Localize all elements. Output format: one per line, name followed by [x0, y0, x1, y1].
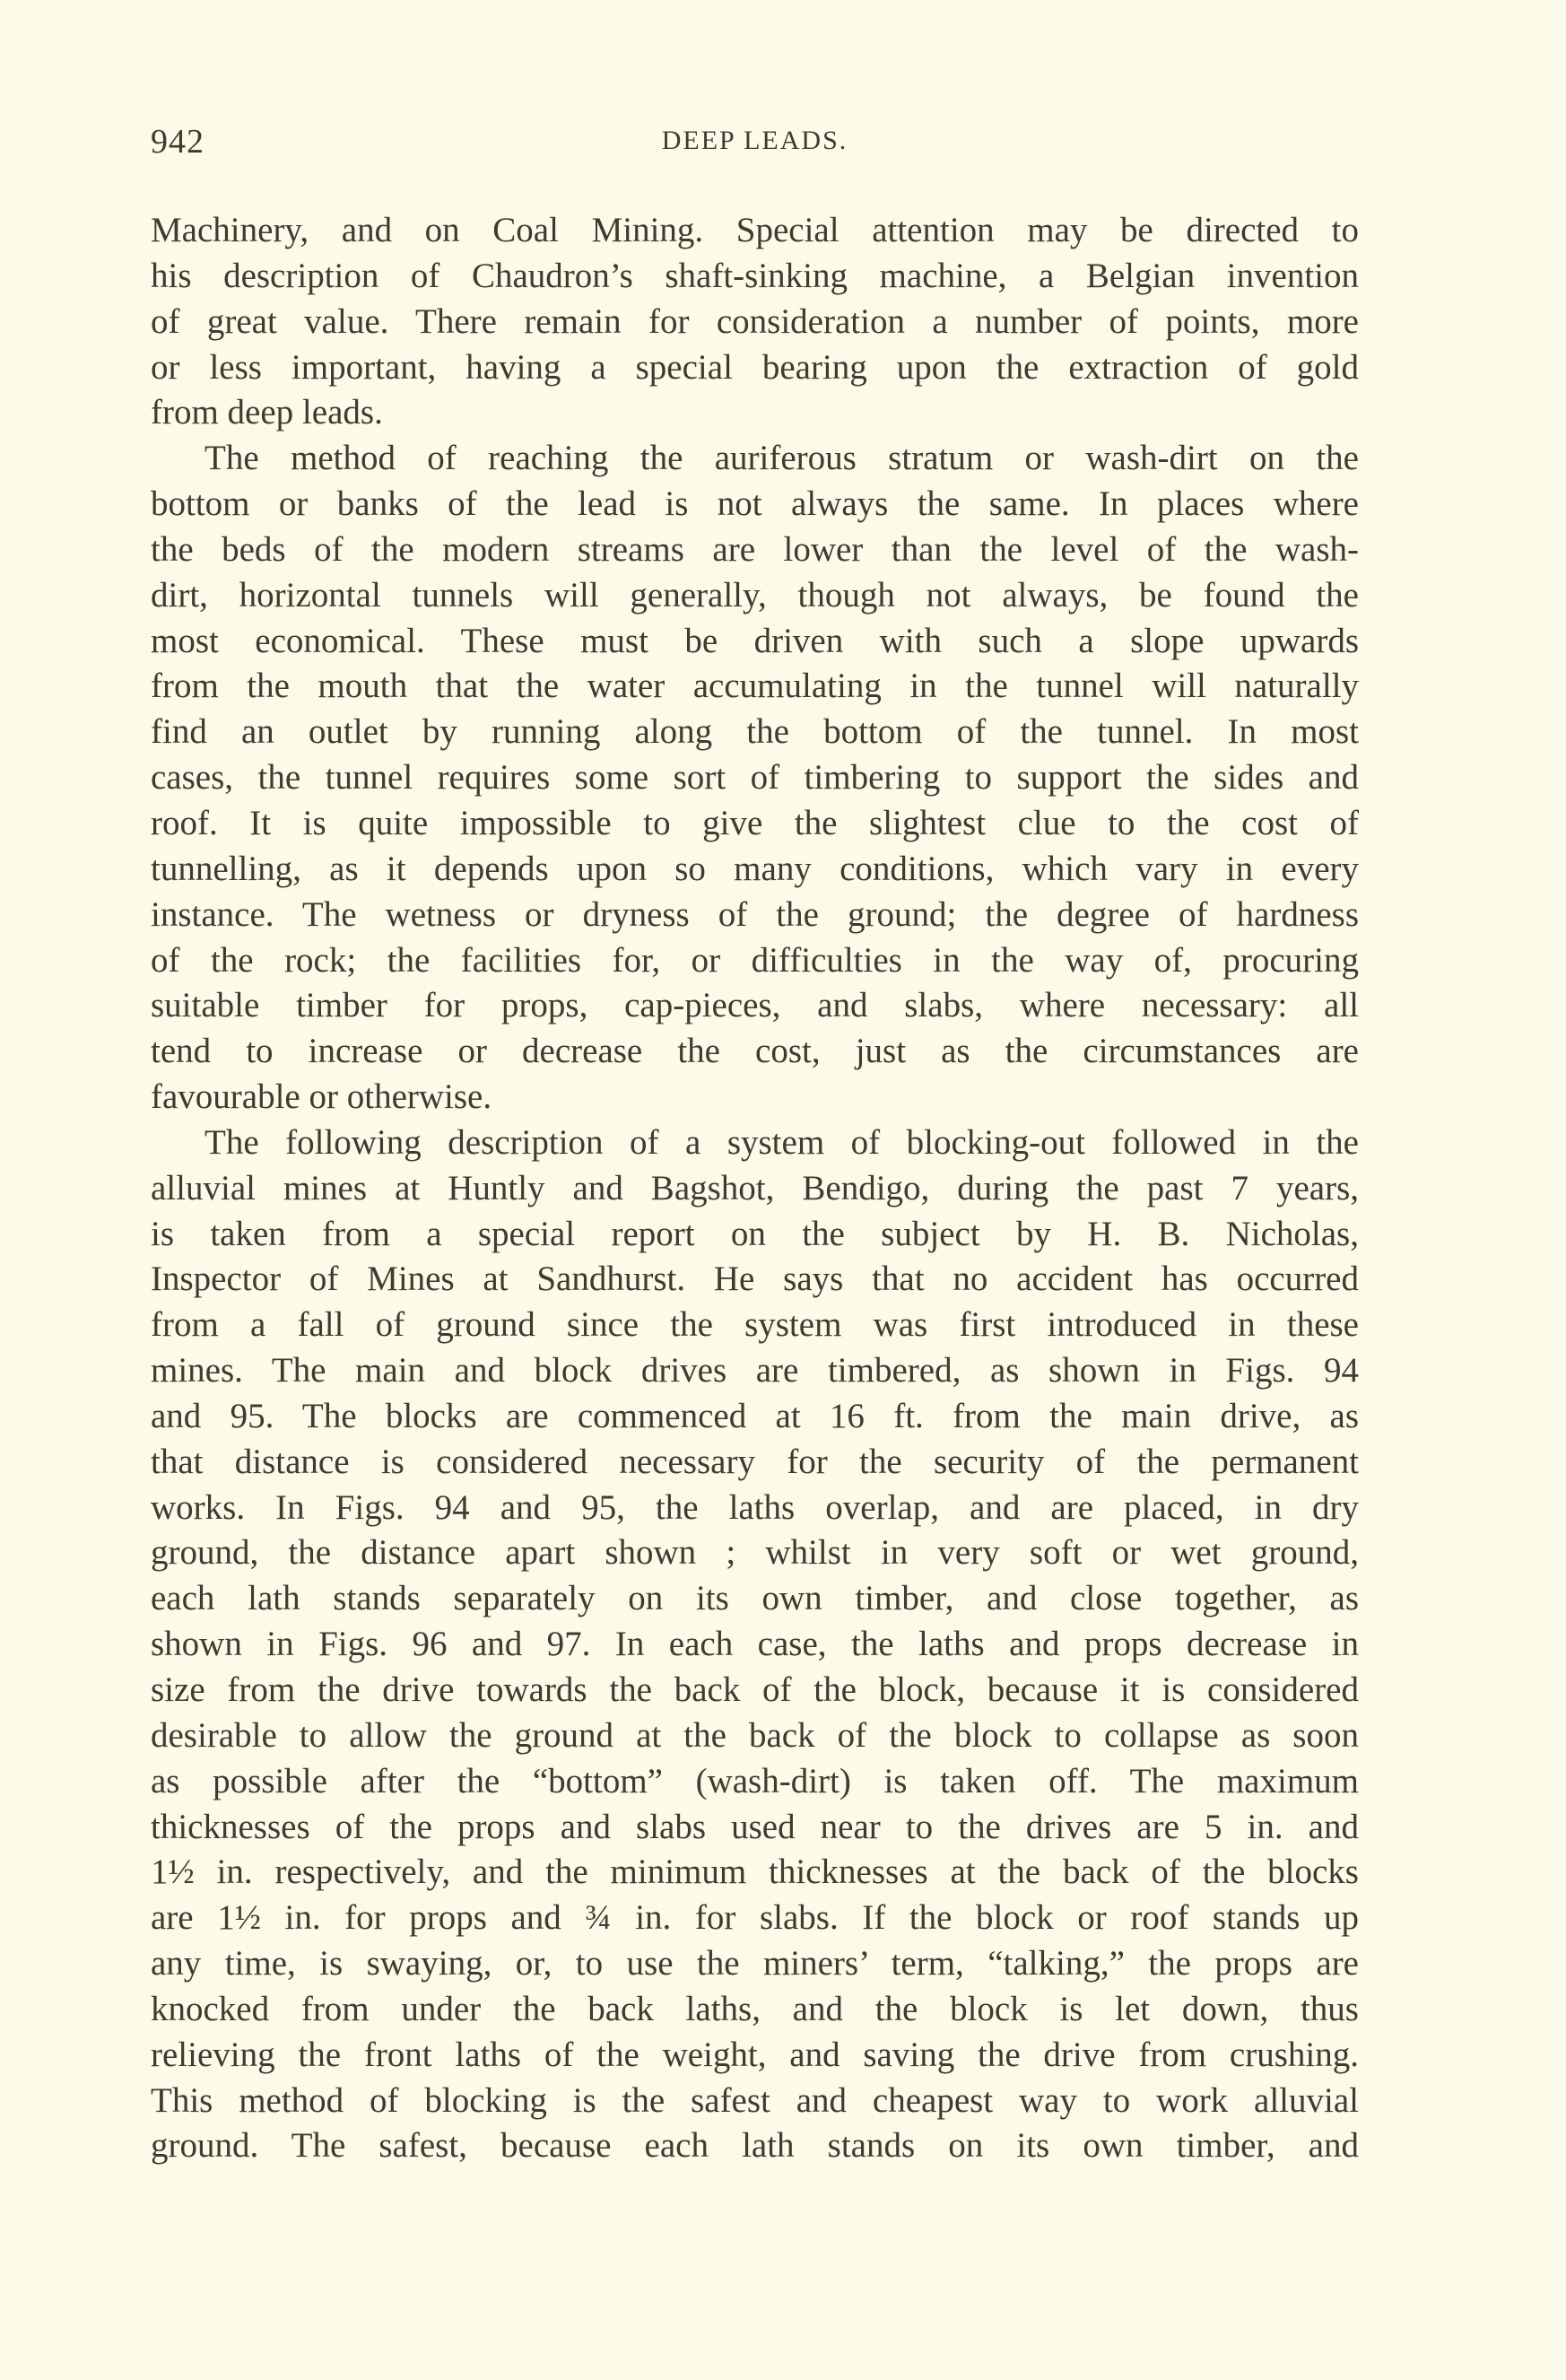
text-line: or less important, having a special bearing upon the extraction of gold [151, 347, 1359, 387]
text-line: of great value. There remain for consideration a number of points, more [151, 301, 1359, 341]
text-line: size from the drive towards the back of the block, because it is considered [151, 1670, 1359, 1709]
text-line: ground. The safest, because each lath stands on its own timber, and [151, 2126, 1359, 2166]
text-line: each lath stands separately on its own timber, and close together, as [151, 1579, 1359, 1618]
text-line: the beds of the modern streams are lower than the level of the wash- [151, 529, 1359, 569]
text-line: suitable timber for props, cap-pieces, and slabs, where necessary: all [151, 986, 1359, 1025]
text-line: alluvial mines at Huntly and Bagshot, Bendigo, during the past 7 years, [151, 1168, 1359, 1207]
text-line: are 1½ in. for props and ¾ in. for slabs. If the block or roof stands up [151, 1898, 1359, 1938]
page-header [151, 122, 1359, 167]
text-line: from deep leads. [151, 393, 383, 432]
text-line: find an outlet by running along the bottom of the tunnel. In most [151, 712, 1359, 752]
running-head: DEEP LEADS. [661, 126, 848, 155]
text-line: tunnelling, as it depends upon so many conditions, which vary in every [151, 849, 1359, 888]
text-line: from the mouth that the water accumulating in the tunnel will naturally [151, 667, 1359, 706]
text-line: mines. The main and block drives are timbered, as shown in Figs. 94 [151, 1351, 1359, 1391]
text-line: The following description of a system of blocking-out followed in the [204, 1122, 1359, 1162]
text-line: most economical. These must be driven with such a slope upwards [151, 621, 1359, 660]
text-line: as possible after the “bottom” (wash-dirt) is taken off. The maximum [151, 1761, 1359, 1800]
text-line: ground, the distance apart shown ; whilst in very soft or wet ground, [151, 1533, 1359, 1573]
text-line: 1½ in. respectively, and the minimum thicknesses at the back of the blocks [151, 1853, 1359, 1892]
text-line: that distance is considered necessary for the security of the permanent [151, 1442, 1359, 1481]
text-line: desirable to allow the ground at the back of the block to collapse as soon [151, 1715, 1359, 1755]
text-line: any time, is swaying, or, to use the miners’ term, “talking,” the props are [151, 1944, 1359, 1983]
text-line: thicknesses of the props and slabs used near to the drives are 5 in. and [151, 1807, 1359, 1846]
text-line: instance. The wetness or dryness of the ground; the degree of hardness [151, 894, 1359, 934]
text-line: knocked from under the back laths, and the block is let down, thus [151, 1989, 1359, 2028]
text-line: roof. It is quite impossible to give the slightest clue to the cost of [151, 803, 1359, 842]
text-line: shown in Figs. 96 and 97. In each case, the laths and props decrease in [151, 1625, 1359, 1664]
text-line: his description of Chaudron’s shaft-sinking machine, a Belgian invention [151, 256, 1359, 295]
text-line: is taken from a special report on the subject by H. B. Nicholas, [151, 1214, 1359, 1253]
text-line: dirt, horizontal tunnels will generally, though not always, be found the [151, 575, 1359, 615]
text-line: The method of reaching the auriferous stratum or wash-dirt on the [204, 439, 1359, 478]
text-line: of the rock; the facilities for, or difficulties in the way of, procuring [151, 940, 1359, 980]
text-line: works. In Figs. 94 and 95, the laths overlap, and are placed, in dry [151, 1487, 1359, 1527]
text-line: Inspector of Mines at Sandhurst. He says that no accident has occurred [151, 1260, 1359, 1299]
page-number: 942 [151, 123, 204, 161]
text-line: Machinery, and on Coal Mining. Special attention may be directed to [151, 211, 1359, 249]
text-line: favourable or otherwise. [151, 1077, 492, 1117]
text-line: relieving the front laths of the weight, and saving the drive from crushing. [151, 2035, 1359, 2074]
text-line: cases, the tunnel requires some sort of timbering to support the sides and [151, 758, 1359, 798]
text-line: and 95. The blocks are commenced at 16 ft. from the main drive, as [151, 1396, 1359, 1435]
text-line: tend to increase or decrease the cost, just as the circumstances are [151, 1032, 1359, 1071]
text-line: from a fall of ground since the system was first introduced in these [151, 1305, 1359, 1345]
body-text [151, 208, 1359, 2169]
text-line: This method of blocking is the safest and cheapest way to work alluvial [151, 2080, 1359, 2120]
text-line: bottom or banks of the lead is not always the same. In places where [151, 484, 1359, 524]
